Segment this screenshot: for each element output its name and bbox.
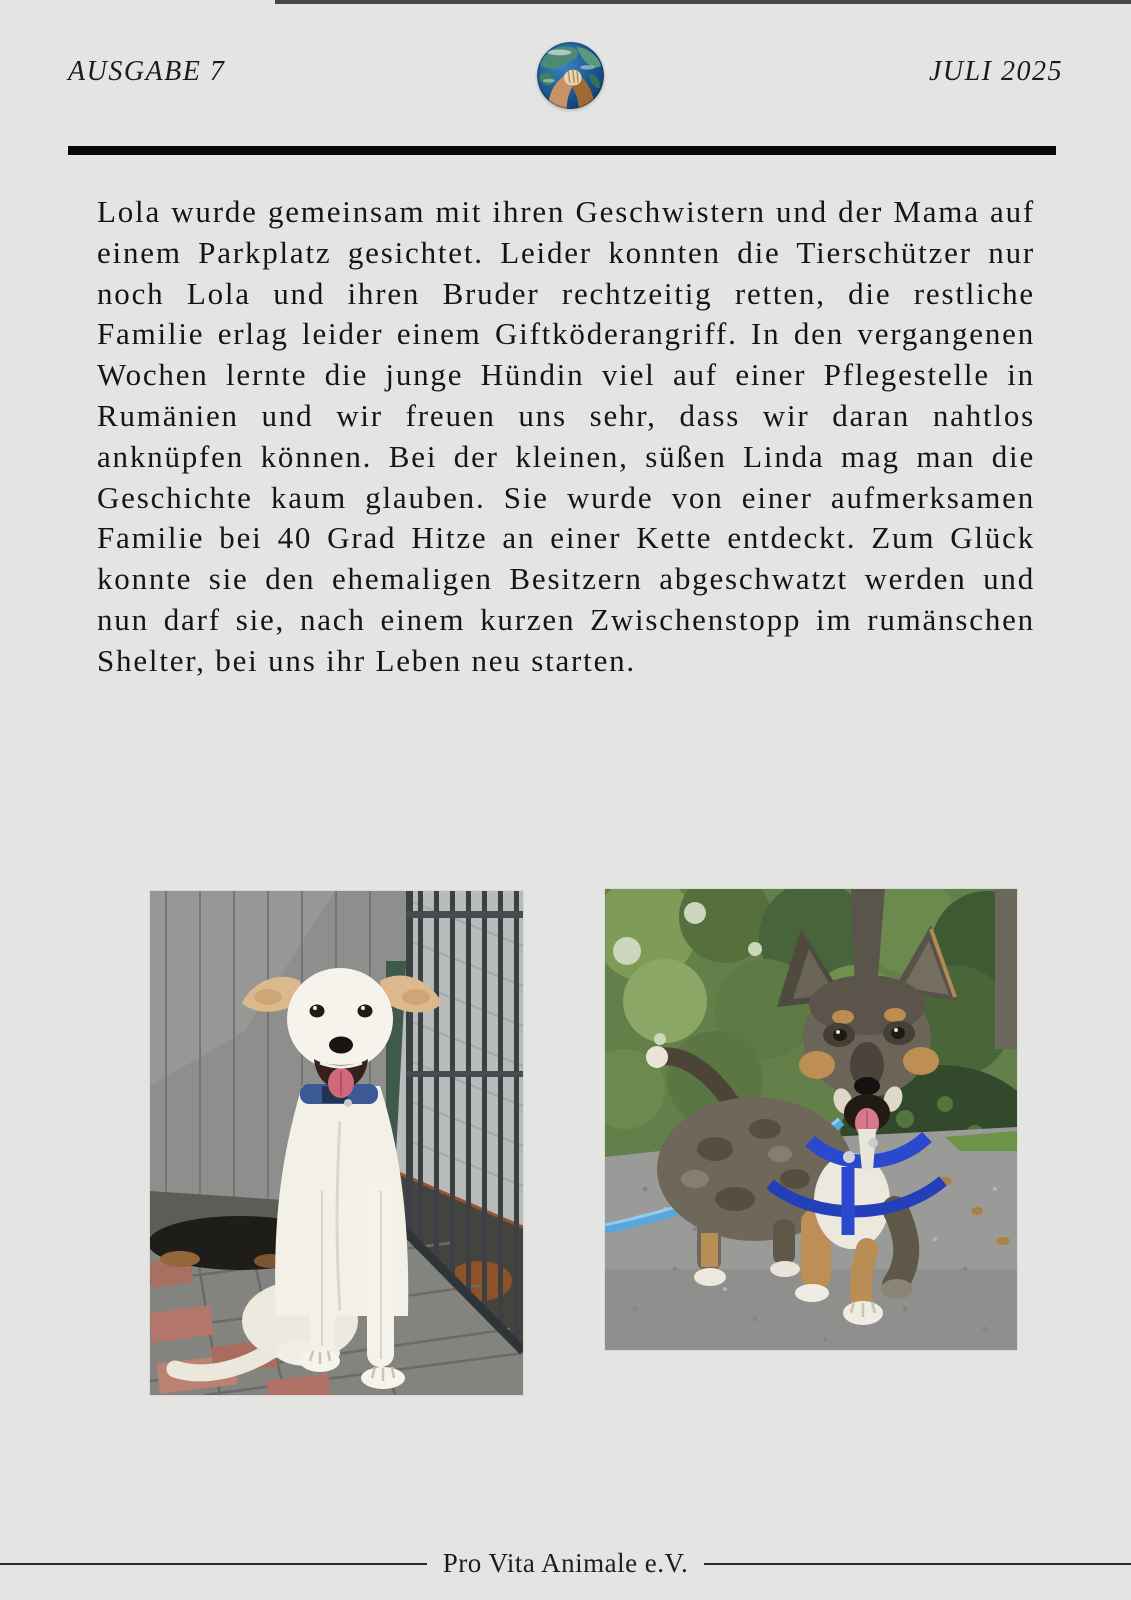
earth-hands-logo-graphic — [537, 42, 604, 109]
dog-photo-linda-graphic — [605, 889, 1017, 1350]
photo-lola — [150, 891, 523, 1395]
earth-hands-logo-icon — [537, 42, 604, 109]
footer-line-left — [0, 1563, 427, 1565]
footer-line-right — [704, 1563, 1131, 1565]
header-divider-rule — [68, 146, 1056, 155]
footer-org-name: Pro Vita Animale e.V. — [442, 1548, 689, 1578]
date-label: JULI 2025 — [928, 56, 1063, 87]
article-paragraph: Lola wurde gemeinsam mit ihren Geschwistern und der Mama auf einem Parkplatz gesichtet. Leider konnten die Tierschützer nur noch Lola und ihren Bruder rechtzeitig retten, die restliche Familie erlag leider einem Giftköderangriff. In den vergangenen Wochen lernte die junge Hündin viel auf einer Pflegestelle in Rumänien und wir freuen uns sehr, dass wir daran nahtlos anknüpfen können. Bei der kleinen, süßen Linda mag man die Geschichte kaum glauben. Sie wurde von einer aufmerksamen Familie bei 40 Grad Hitze an einer Kette entdeckt. Zum Glück konnte sie den ehemaligen Besitzern abgeschwatzt werden und nun darf sie, nach einem kurzen Zwischenstopp im rumänschen Shelter, bei uns ihr Leben neu starten. — [97, 194, 1035, 678]
issue-label: AUSGABE 7 — [68, 56, 226, 87]
photo-linda — [605, 889, 1017, 1350]
top-edge-line — [275, 0, 1131, 4]
dog-photo-lola-graphic — [150, 891, 523, 1395]
footer — [0, 1548, 1131, 1579]
